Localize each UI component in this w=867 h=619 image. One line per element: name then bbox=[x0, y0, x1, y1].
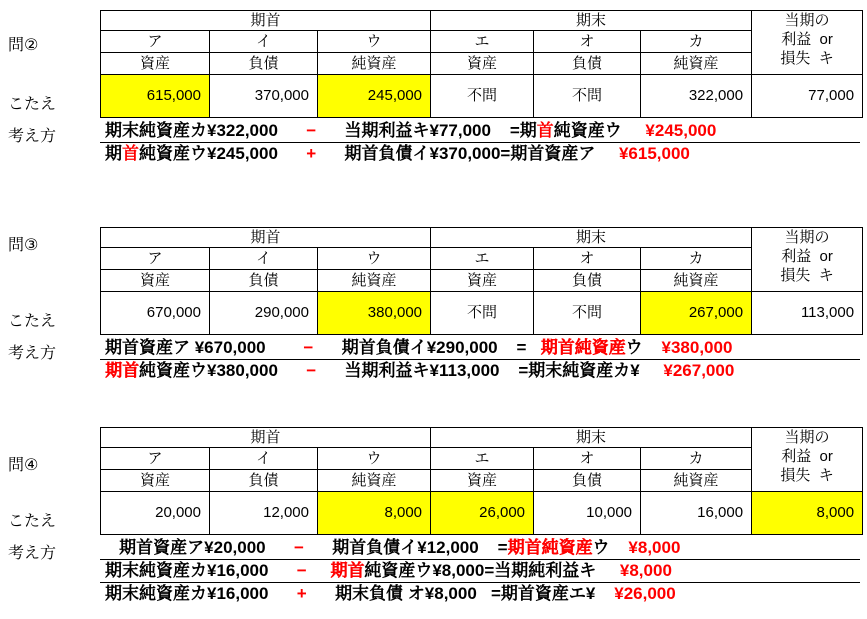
column-type-cell: 資産 bbox=[101, 270, 210, 292]
equation-segment: 純資産ウ¥8,000=当期純利益キ bbox=[364, 561, 597, 580]
profit-header-line: 利益 or bbox=[781, 448, 833, 465]
equation-line bbox=[100, 583, 860, 605]
column-letter-cell: ウ bbox=[318, 448, 431, 470]
problem-title: 問④ bbox=[8, 457, 39, 474]
equation-segment: 期首負債イ¥370,000=期首資産ア bbox=[344, 144, 596, 163]
column-type-cell: 純資産 bbox=[318, 53, 431, 75]
equation-segment: 首 bbox=[536, 121, 554, 140]
equation-segment: 期末純資産カ¥16,000 bbox=[105, 561, 269, 580]
column-letter-cell: ア bbox=[101, 448, 210, 470]
profit-header-line: 当期の bbox=[784, 12, 830, 29]
answer-cell[interactable]: 380,000 bbox=[318, 292, 431, 335]
column-type-cell: 資産 bbox=[431, 270, 534, 292]
equation-segment: 期首負債イ¥12,000 = bbox=[332, 538, 508, 557]
answer-table bbox=[100, 427, 863, 535]
equation-segment: 期首資産ア ¥670,000 bbox=[105, 338, 266, 357]
answer-cell[interactable]: 不問 bbox=[534, 75, 641, 118]
column-letter-cell: イ bbox=[210, 31, 318, 53]
equation-segment: 期末純資産カ¥322,000 bbox=[105, 121, 278, 140]
profit-header-line: 損失 キ bbox=[780, 467, 834, 484]
equation-segment: 純資産ウ bbox=[553, 121, 622, 140]
column-letter-cell: オ bbox=[534, 248, 641, 270]
answer-cell[interactable]: 245,000 bbox=[318, 75, 431, 118]
equation-segment: 純資産ウ¥245,000 bbox=[139, 144, 278, 163]
equation-segment: 期首負債イ¥290,000 = bbox=[341, 338, 541, 357]
equation-line bbox=[100, 537, 860, 560]
column-letter-row bbox=[101, 31, 863, 53]
answer-value-row bbox=[101, 75, 863, 118]
answer-cell[interactable]: 290,000 bbox=[210, 292, 318, 335]
profit-header-line: 損失 キ bbox=[780, 267, 834, 284]
answer-table bbox=[100, 227, 863, 335]
equation-segment: ¥267,000 bbox=[639, 361, 735, 380]
column-letter-cell: エ bbox=[431, 448, 534, 470]
profit-header-line: 利益 or bbox=[781, 248, 833, 265]
equation-segment: 当期利益キ¥77,000 =期 bbox=[344, 121, 537, 140]
column-letter-cell: エ bbox=[431, 31, 534, 53]
column-type-cell: 純資産 bbox=[641, 53, 752, 75]
answer-value-row bbox=[101, 492, 863, 535]
thinking-equations bbox=[100, 337, 860, 382]
column-letter-row bbox=[101, 448, 863, 470]
equation-segment: ¥26,000 bbox=[595, 584, 676, 603]
column-type-cell: 負債 bbox=[210, 53, 318, 75]
profit-or-loss-header bbox=[752, 11, 863, 75]
equation-segment: + bbox=[268, 584, 336, 603]
column-type-row bbox=[101, 270, 863, 292]
period-begin-header: 期首 bbox=[101, 11, 431, 31]
answer-cell[interactable]: 370,000 bbox=[210, 75, 318, 118]
equation-segment: 期首 bbox=[105, 361, 139, 380]
column-letter-cell: カ bbox=[641, 448, 752, 470]
equation-segment: ウ bbox=[592, 538, 610, 557]
profit-or-loss-header bbox=[752, 228, 863, 292]
profit-header-line: 利益 or bbox=[781, 31, 833, 48]
column-type-cell: 資産 bbox=[431, 470, 534, 492]
equation-line bbox=[100, 337, 860, 360]
equation-line bbox=[100, 560, 860, 583]
equation-segment: ¥8,000 bbox=[596, 561, 672, 580]
equation-segment: ウ bbox=[625, 338, 643, 357]
answer-cell[interactable]: 16,000 bbox=[641, 492, 752, 535]
profit-header-line: 損失 キ bbox=[780, 50, 834, 67]
thinking-equations bbox=[100, 120, 860, 165]
equation-segment: + bbox=[277, 144, 345, 163]
period-begin-header: 期首 bbox=[101, 228, 431, 248]
answer-table bbox=[100, 10, 863, 118]
answer-cell[interactable]: 615,000 bbox=[101, 75, 210, 118]
answer-cell[interactable]: 670,000 bbox=[101, 292, 210, 335]
column-letter-cell: オ bbox=[534, 31, 641, 53]
column-letter-cell: ウ bbox=[318, 31, 431, 53]
equation-segment: − bbox=[265, 538, 333, 557]
equation-line bbox=[100, 120, 860, 143]
equation-segment: 期首資産ア¥20,000 bbox=[105, 538, 266, 557]
equation-segment: 期首純資産 bbox=[540, 338, 626, 357]
answer-cell[interactable]: 267,000 bbox=[641, 292, 752, 335]
answer-cell[interactable]: 12,000 bbox=[210, 492, 318, 535]
column-type-cell: 負債 bbox=[210, 470, 318, 492]
thinking-row-label: 考え方 bbox=[8, 128, 57, 145]
problem-title: 問② bbox=[8, 37, 39, 54]
problem-title: 問③ bbox=[8, 237, 39, 254]
column-letter-cell: エ bbox=[431, 248, 534, 270]
period-header-row bbox=[101, 228, 863, 248]
equation-segment: − bbox=[277, 361, 345, 380]
answer-cell[interactable]: 8,000 bbox=[318, 492, 431, 535]
equation-segment: ¥380,000 bbox=[642, 338, 733, 357]
period-end-header: 期末 bbox=[431, 428, 752, 448]
answer-value-row bbox=[101, 292, 863, 335]
equation-segment: − bbox=[265, 338, 342, 357]
equation-line bbox=[100, 143, 860, 165]
column-letter-cell: イ bbox=[210, 248, 318, 270]
equation-segment: ¥8,000 bbox=[609, 538, 681, 557]
column-type-cell: 負債 bbox=[534, 470, 641, 492]
answer-cell[interactable]: 20,000 bbox=[101, 492, 210, 535]
column-type-cell: 資産 bbox=[431, 53, 534, 75]
profit-header-line: 当期の bbox=[784, 229, 830, 246]
answer-cell[interactable]: 113,000 bbox=[752, 292, 863, 335]
profit-or-loss-header bbox=[752, 428, 863, 492]
answer-row-label: こたえ bbox=[8, 96, 57, 113]
column-type-cell: 負債 bbox=[534, 270, 641, 292]
period-end-header: 期末 bbox=[431, 228, 752, 248]
equation-segment: ¥245,000 bbox=[621, 121, 717, 140]
column-type-row bbox=[101, 470, 863, 492]
answer-cell[interactable]: 不問 bbox=[431, 292, 534, 335]
profit-header-line: 当期の bbox=[784, 429, 830, 446]
column-type-cell: 資産 bbox=[101, 470, 210, 492]
equation-segment: ¥615,000 bbox=[595, 144, 690, 163]
equation-segment: 純資産ウ¥380,000 bbox=[139, 361, 278, 380]
equation-segment: − bbox=[268, 561, 331, 580]
equation-segment: 期末負債 オ¥8,000 =期首資産エ¥ bbox=[335, 584, 596, 603]
equation-segment: − bbox=[277, 121, 345, 140]
period-begin-header: 期首 bbox=[101, 428, 431, 448]
column-type-cell: 資産 bbox=[101, 53, 210, 75]
column-type-row bbox=[101, 53, 863, 75]
answer-cell[interactable]: 8,000 bbox=[752, 492, 863, 535]
column-type-cell: 純資産 bbox=[318, 270, 431, 292]
column-type-cell: 純資産 bbox=[641, 270, 752, 292]
column-letter-cell: ア bbox=[101, 31, 210, 53]
column-type-cell: 負債 bbox=[534, 53, 641, 75]
column-letter-cell: ウ bbox=[318, 248, 431, 270]
equation-segment: 期首純資産 bbox=[507, 538, 593, 557]
column-type-cell: 純資産 bbox=[318, 470, 431, 492]
answer-cell[interactable]: 不問 bbox=[534, 292, 641, 335]
answer-cell[interactable]: 26,000 bbox=[431, 492, 534, 535]
column-letter-cell: カ bbox=[641, 31, 752, 53]
thinking-row-label: 考え方 bbox=[8, 545, 57, 562]
period-header-row bbox=[101, 11, 863, 31]
column-letter-cell: カ bbox=[641, 248, 752, 270]
answer-row-label: こたえ bbox=[8, 313, 57, 330]
column-letter-cell: ア bbox=[101, 248, 210, 270]
answer-cell[interactable]: 77,000 bbox=[752, 75, 863, 118]
period-header-row bbox=[101, 428, 863, 448]
column-letter-cell: オ bbox=[534, 448, 641, 470]
equation-segment: 期末純資産カ¥16,000 bbox=[105, 584, 269, 603]
column-type-cell: 純資産 bbox=[641, 470, 752, 492]
equation-line bbox=[100, 360, 860, 382]
period-end-header: 期末 bbox=[431, 11, 752, 31]
answer-cell[interactable]: 10,000 bbox=[534, 492, 641, 535]
equation-segment: 当期利益キ¥113,000 =期末純資産カ¥ bbox=[344, 361, 640, 380]
equation-segment: 期 bbox=[105, 144, 122, 163]
column-letter-cell: イ bbox=[210, 448, 318, 470]
thinking-row-label: 考え方 bbox=[8, 345, 57, 362]
answer-cell[interactable]: 322,000 bbox=[641, 75, 752, 118]
answer-row-label: こたえ bbox=[8, 513, 57, 530]
column-letter-row bbox=[101, 248, 863, 270]
equation-segment: 期首 bbox=[330, 561, 365, 580]
answer-cell[interactable]: 不問 bbox=[431, 75, 534, 118]
thinking-equations bbox=[100, 537, 860, 605]
equation-segment: 首 bbox=[122, 144, 139, 163]
column-type-cell: 負債 bbox=[210, 270, 318, 292]
